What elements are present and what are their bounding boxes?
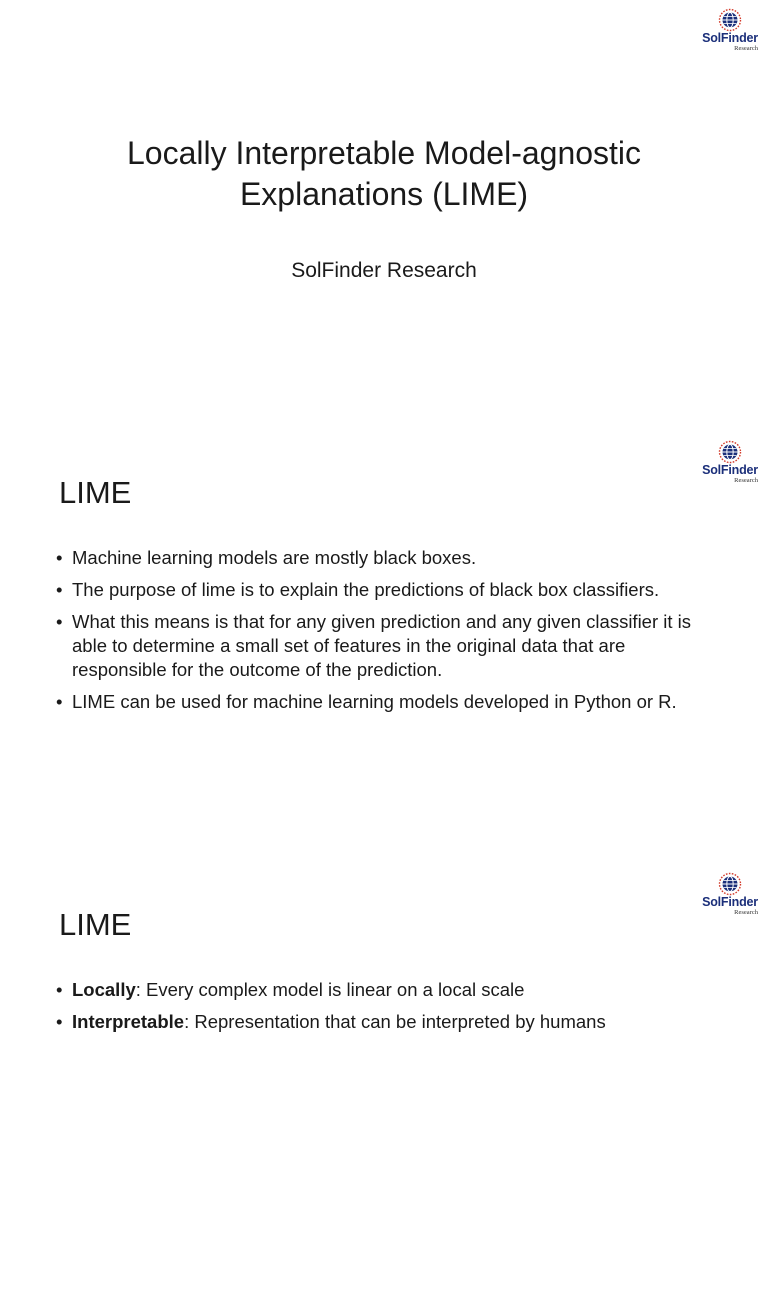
globe-icon bbox=[718, 440, 742, 464]
bullet-item bbox=[56, 978, 696, 1002]
brand-logo bbox=[694, 436, 766, 496]
brand-sub: Research bbox=[734, 477, 758, 484]
bullet-list bbox=[56, 546, 696, 722]
slide-heading: LIME bbox=[59, 475, 132, 510]
bullet-item: • What this means is that for any given prediction and any given classifier it is able to determine a small set of features in the original data that are responsible for the outcome of the prediction. bbox=[56, 610, 696, 682]
presentation-title: Locally Interpretable Model-agnostic Explanations (LIME) bbox=[126, 135, 642, 212]
presentation-subtitle: SolFinder Research bbox=[291, 259, 477, 282]
brand-name: SolFinder bbox=[702, 31, 758, 45]
globe-icon bbox=[718, 872, 742, 896]
brand-logo bbox=[694, 4, 766, 64]
bullet-item: • LIME can be used for machine learning models developed in Python or R. bbox=[56, 690, 696, 714]
brand-sub: Research bbox=[734, 909, 758, 916]
bullet-item bbox=[56, 1010, 696, 1034]
slide-heading: LIME bbox=[59, 907, 132, 942]
bullet-text: : Every complex model is linear on a local scale bbox=[135, 979, 525, 1000]
brand-logo bbox=[694, 868, 766, 928]
bullet-term: Locally bbox=[72, 979, 136, 1000]
bullet-item: • Machine learning models are mostly black boxes. bbox=[56, 546, 696, 570]
brand-name: SolFinder bbox=[702, 895, 758, 909]
bullet-item: • The purpose of lime is to explain the predictions of black box classifiers. bbox=[56, 578, 696, 602]
bullet-text: : Representation that can be interpreted by humans bbox=[184, 1011, 606, 1032]
slide-lime-overview bbox=[0, 432, 768, 864]
bullet-list bbox=[56, 978, 696, 1042]
brand-sub: Research bbox=[734, 45, 758, 52]
brand-name: SolFinder bbox=[702, 463, 758, 477]
globe-icon bbox=[718, 8, 742, 32]
slide-lime-definitions bbox=[0, 864, 768, 1296]
bullet-term: Interpretable bbox=[72, 1011, 185, 1032]
slide-title bbox=[0, 0, 768, 432]
